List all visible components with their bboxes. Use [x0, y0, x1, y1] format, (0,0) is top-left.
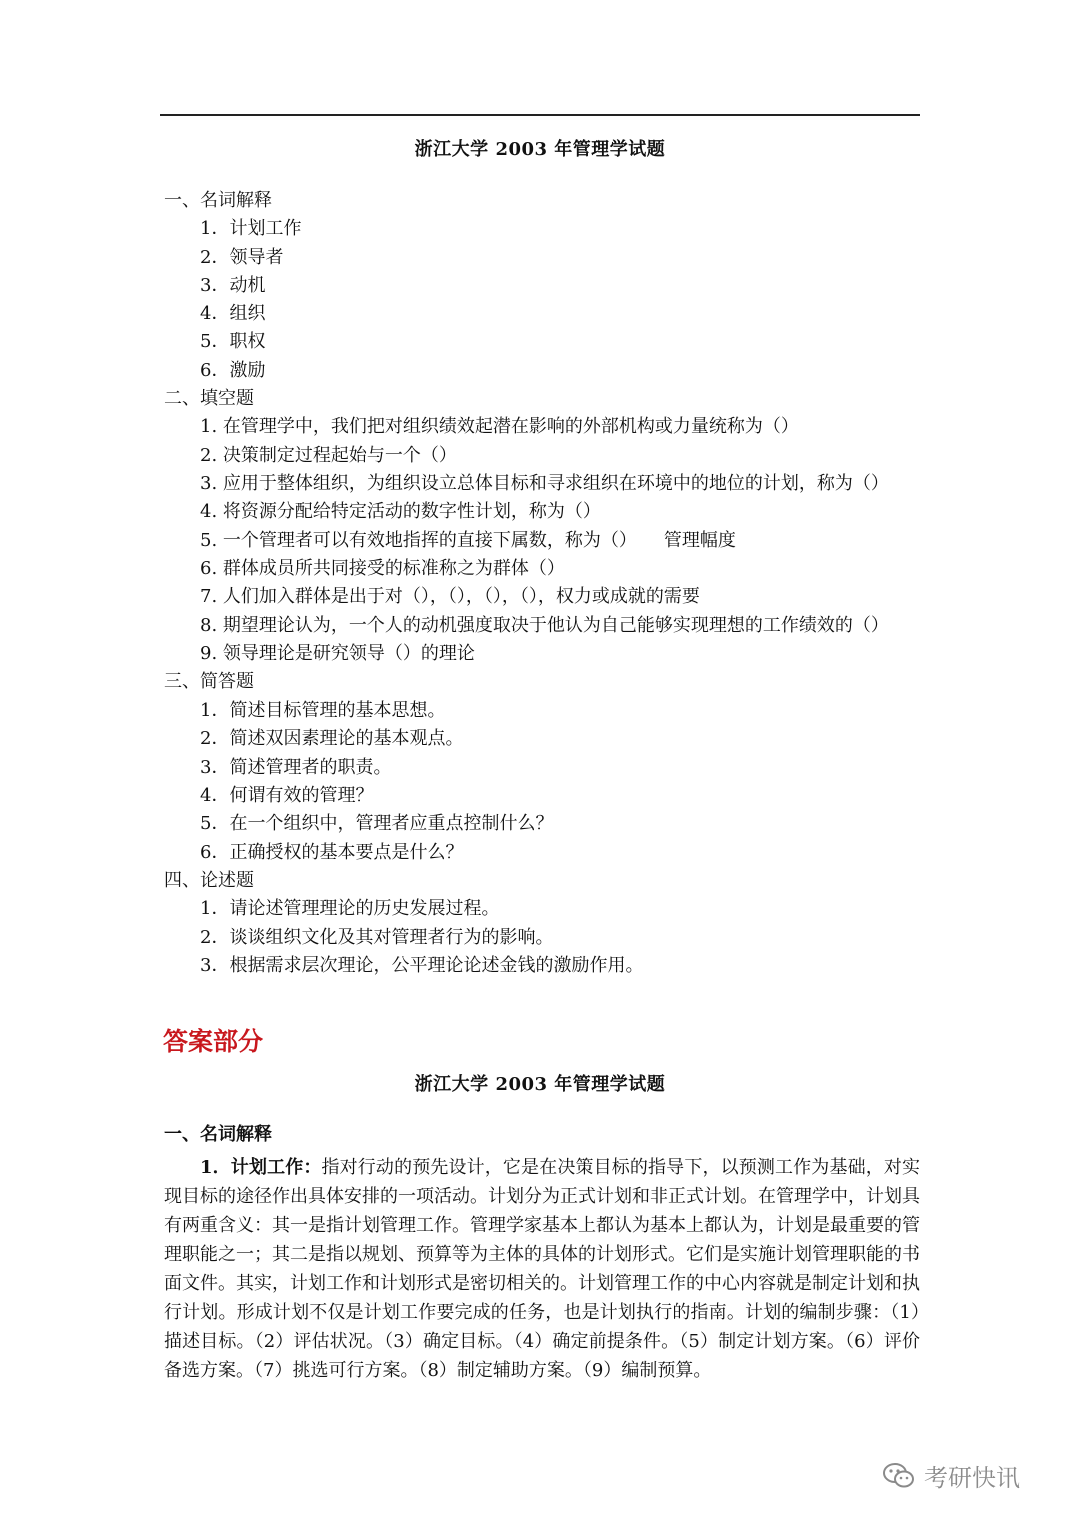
- list-item: 5．在一个组织中，管理者应重点控制什么？: [200, 813, 554, 834]
- list-item: 6．正确授权的基本要点是什么？: [200, 842, 464, 863]
- list-item: 3. 应用于整体组织，为组织设立总体目标和寻求组织在环境中的地位的计划，称为（）: [200, 473, 889, 494]
- list-item: 9. 领导理论是研究领导（）的理论: [200, 643, 475, 664]
- list-item: 4．组织: [200, 303, 266, 324]
- section-heading-essay: 四、论述题: [164, 870, 254, 891]
- section-heading-short-answer: 三、简答题: [164, 671, 254, 692]
- list-item: 2. 决策制定过程起始与一个（）: [200, 445, 457, 466]
- list-item: 1．简述目标管理的基本思想。: [200, 700, 446, 721]
- answer-title: 浙江大学 2003 年管理学试题: [414, 1074, 666, 1095]
- list-item: 1. 在管理学中，我们把对组织绩效起潜在影响的外部机构或力量统称为（）: [200, 416, 799, 437]
- list-item: 1．请论述管理理论的历史发展过程。: [200, 898, 500, 919]
- section-heading-terms: 一、名词解释: [164, 190, 272, 211]
- exam-title: 浙江大学 2003 年管理学试题: [414, 139, 666, 160]
- answer-term: 1．计划工作：: [200, 1157, 322, 1178]
- watermark: [882, 1458, 1020, 1493]
- answer-section-terms: 一、名词解释: [164, 1124, 272, 1145]
- wechat-icon: [882, 1461, 916, 1491]
- list-item: 3．动机: [200, 275, 266, 296]
- list-item: 6. 群体成员所共同接受的标准称之为群体（）: [200, 558, 565, 579]
- list-item: 2．谈谈组织文化及其对管理者行为的影响。: [200, 927, 554, 948]
- top-rule: [160, 114, 920, 116]
- watermark-text: 考研快讯: [924, 1464, 1020, 1492]
- answer-paragraph: [164, 1153, 920, 1385]
- list-item: 6．激励: [200, 360, 266, 381]
- list-item: 1．计划工作: [200, 218, 302, 239]
- section-heading-fill-blank: 二、填空题: [164, 388, 254, 409]
- list-item: 5. 一个管理者可以有效地指挥的直接下属数，称为（） 管理幅度: [200, 530, 736, 551]
- list-item: 5．职权: [200, 331, 266, 352]
- list-item: 2．领导者: [200, 247, 284, 268]
- list-item: 8. 期望理论认为，一个人的动机强度取决于他认为自己能够实现理想的工作绩效的（）: [200, 615, 889, 636]
- list-item: 7. 人们加入群体是出于对（），（），（），（），权力或成就的需要: [200, 586, 700, 607]
- answer-section-heading: 答案部分: [163, 1027, 264, 1056]
- answer-text: 指对行动的预先设计，它是在决策目标的指导下，以预测工作为基础，对实现目标的途径作出具体安排的一项活动。计划分为正式计划和非正式计划。在管理学中，计划具有两重含义：其一是指计划管理工作。管理学家基本上都认为基本上都认为，计划是最重要的管理职能之一；其二是指以规划、预算等为主体的具体的计划形式。它们是实施计划管理职能的书面文件。其实，计划工作和计划形式是密切相关的。计划管理工作的中心内容就是制定计划和执行计划。形成计划不仅是计划工作要完成的任务，也是计划执行的指南。计划的编制步骤：（1）描述目标。（2）评估状况。（3）确定目标。（4）确定前提条件。（5）制定计划方案。（6）评价备选方案。（7）挑选可行方案。（8）制定辅助方案。（9）编制预算。: [164, 1157, 920, 1381]
- list-item: 4．何谓有效的管理？: [200, 785, 374, 806]
- list-item: 3．根据需求层次理论，公平理论论述金钱的激励作用。: [200, 955, 644, 976]
- list-item: 4. 将资源分配给特定活动的数字性计划，称为（）: [200, 501, 601, 522]
- list-item: 2．简述双因素理论的基本观点。: [200, 728, 464, 749]
- list-item: 3．简述管理者的职责。: [200, 757, 392, 778]
